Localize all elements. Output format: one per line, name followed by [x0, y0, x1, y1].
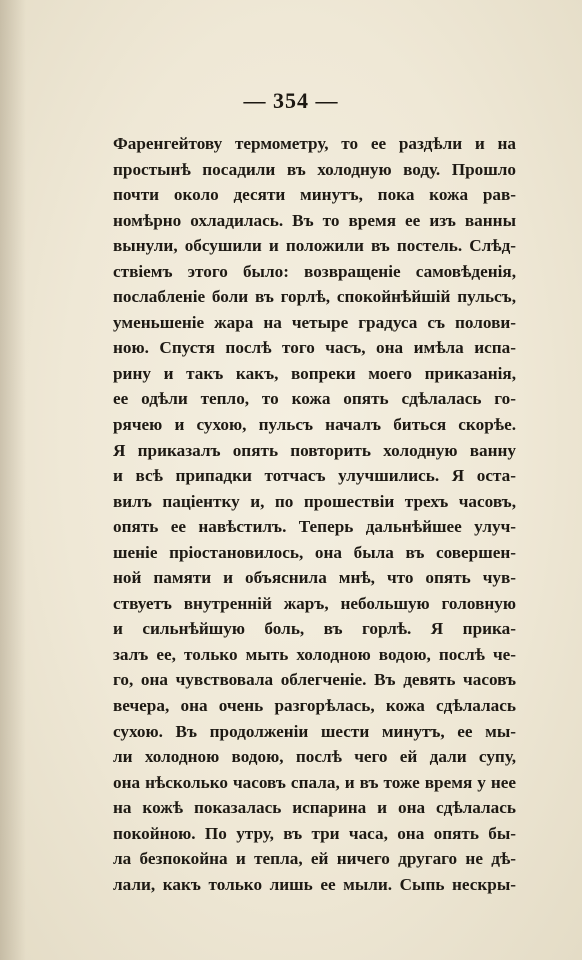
text-line: вечера, она очень разгорѣлась, кожа сдѣлалась [113, 696, 516, 716]
text-line: опять ее навѣстилъ. Теперь дальнѣйшее улуч- [113, 517, 516, 537]
text-line: она нѣсколько часовъ спала, и въ тоже время у нее [113, 772, 516, 792]
binding-shadow [0, 0, 26, 960]
text-line: почти около десяти минутъ, пока кожа рав- [113, 185, 516, 205]
text-line: ной памяти и объяснила мнѣ, что опять чув- [113, 568, 516, 588]
text-line: уменьшеніе жара на четыре градуса съ полови- [113, 312, 516, 332]
text-line: номѣрно охладилась. Въ то время ее изъ ванны [113, 210, 516, 230]
text-line: вынули, обсушили и положили въ постель. Слѣд- [113, 236, 516, 256]
text-line: рину и такъ какъ, вопреки моего приказанія, [113, 363, 516, 383]
text-line: ствіемъ этого было: возвращеніе самовѣденія, [113, 261, 516, 281]
text-line: и всѣ припадки тотчасъ улучшились. Я оста- [113, 466, 516, 486]
text-line: го, она чувствовала облегченіе. Въ девять часовъ [113, 670, 516, 690]
text-line: на кожѣ показалась испарина и она сдѣлалась [113, 798, 516, 818]
page-number-header: — 354 — [243, 88, 339, 113]
text-line: ее одѣли тепло, то кожа опять сдѣлалась го- [113, 389, 516, 409]
text-line: шеніе пріостановилось, она была въ совершен- [113, 542, 516, 562]
text-line: ствуетъ внутренній жаръ, небольшую головную [113, 593, 516, 613]
text-line: ною. Спустя послѣ того часъ, она имѣла испа- [113, 338, 516, 358]
text-line: Я приказалъ опять повторить холодную ванну [113, 440, 516, 460]
text-line: послабленіе боли въ горлѣ, спокойнѣйшій пульсъ, [113, 287, 516, 307]
text-line: вилъ паціентку и, по прошествіи трехъ часовъ, [113, 491, 516, 511]
text-line: и сильнѣйшую боль, въ горлѣ. Я прика- [113, 619, 516, 639]
text-line: рячею и сухою, пульсъ началъ биться скорѣе. [113, 415, 516, 435]
text-line: залъ ее, только мыть холодною водою, послѣ че- [113, 644, 516, 664]
text-line: покойною. По утру, въ три часа, она опять бы- [113, 823, 516, 843]
body-text [113, 131, 516, 897]
text-line: ли холодною водою, послѣ чего ей дали супу, [113, 747, 516, 767]
text-line: Фаренгейтову термометру, то ее раздѣли и на [113, 134, 516, 153]
text-line: ла безпокойна и тепла, ей ничего другаго не дѣ- [113, 849, 516, 869]
text-line: сухою. Въ продолженіи шести минутъ, ее мы- [113, 721, 516, 741]
text-line: простынѣ посадили въ холодную воду. Прошло [113, 159, 516, 179]
text-line: лали, какъ только лишь ее мыли. Сыпь нескры- [113, 874, 516, 894]
